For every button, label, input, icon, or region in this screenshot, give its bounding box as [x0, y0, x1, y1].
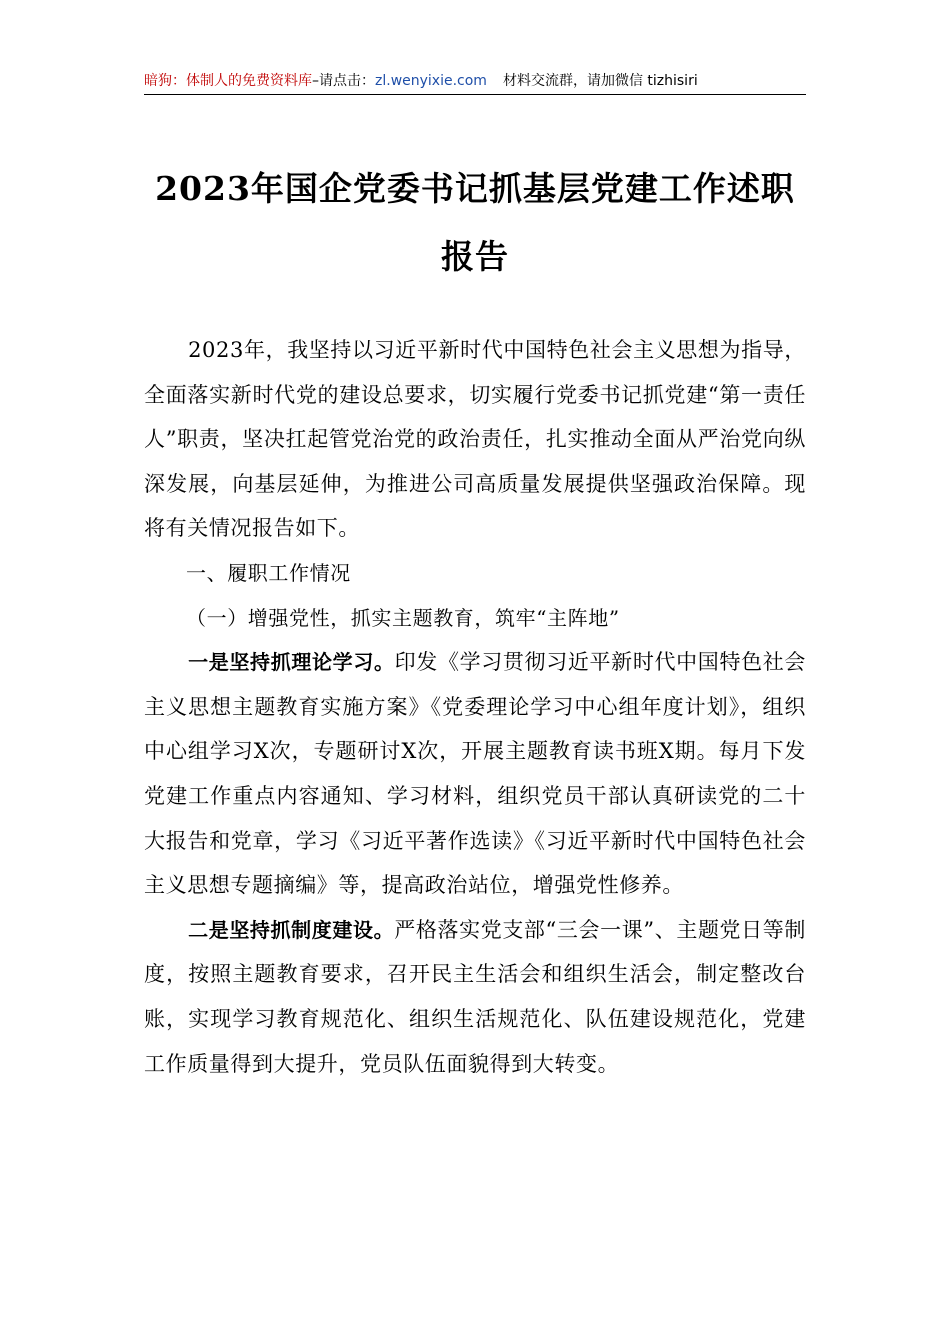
document-body [144, 328, 806, 1086]
title-line-1: 2023年国企党委书记抓基层党建工作述职 [155, 169, 795, 208]
subsection-heading: （一）增强党性，抓实主题教育，筑牢“主阵地” [186, 605, 620, 630]
header-prompt: –请点击： [312, 73, 375, 89]
paragraph-text: 印发《学习贯彻习近平新时代中国特色社会主义思想主题教育实施方案》《党委理论学习中心组年度计划》，组织中心组学习X次，专题研讨X次，开展主题教育读书班X期。每月下发党建工作重点内容通知、学习材料，组织党员干部认真研读党的二十大报告和党章，学习《习近平著作选读》《习近平新时代中国特色社会主义思想专题摘编》等，提高政治站位，增强党性修养。 [144, 650, 807, 898]
paragraph-theory-study [144, 640, 806, 908]
header-link[interactable]: zl.wenyixie.com [375, 73, 487, 89]
page-header [144, 68, 806, 95]
paragraph-lead: 二是坚持抓制度建设。 [188, 917, 395, 942]
section-heading: 一、履职工作情况 [186, 560, 351, 585]
header-brand: 暗狗：体制人的免费资料库 [144, 73, 312, 89]
paragraph-text: 严格落实党支部“三会一课”、主题党日等制度，按照主题教育要求，召开民主生活会和组织生活会，制定整改台账，实现学习教育规范化、组织生活规范化、队伍建设规范化，党建工作质量得到大提升，党员队伍面貌得到大转变。 [144, 917, 806, 1076]
document-title [144, 155, 806, 291]
paragraph-system-building [144, 908, 806, 1086]
title-line-2: 报告 [441, 237, 509, 276]
intro-paragraph: 2023年，我坚持以习近平新时代中国特色社会主义思想为指导，全面落实新时代党的建设总要求，切实履行党委书记抓党建“第一责任人”职责，坚决扛起管党治党的政治责任，扎实推动全面从严治党向纵深发展，向基层延伸，为推进公司高质量发展提供坚强政治保障。现将有关情况报告如下。 [144, 338, 806, 541]
header-contact: 材料交流群，请加微信 tizhisiri [502, 73, 698, 89]
paragraph-lead: 一是坚持抓理论学习。 [188, 650, 395, 675]
